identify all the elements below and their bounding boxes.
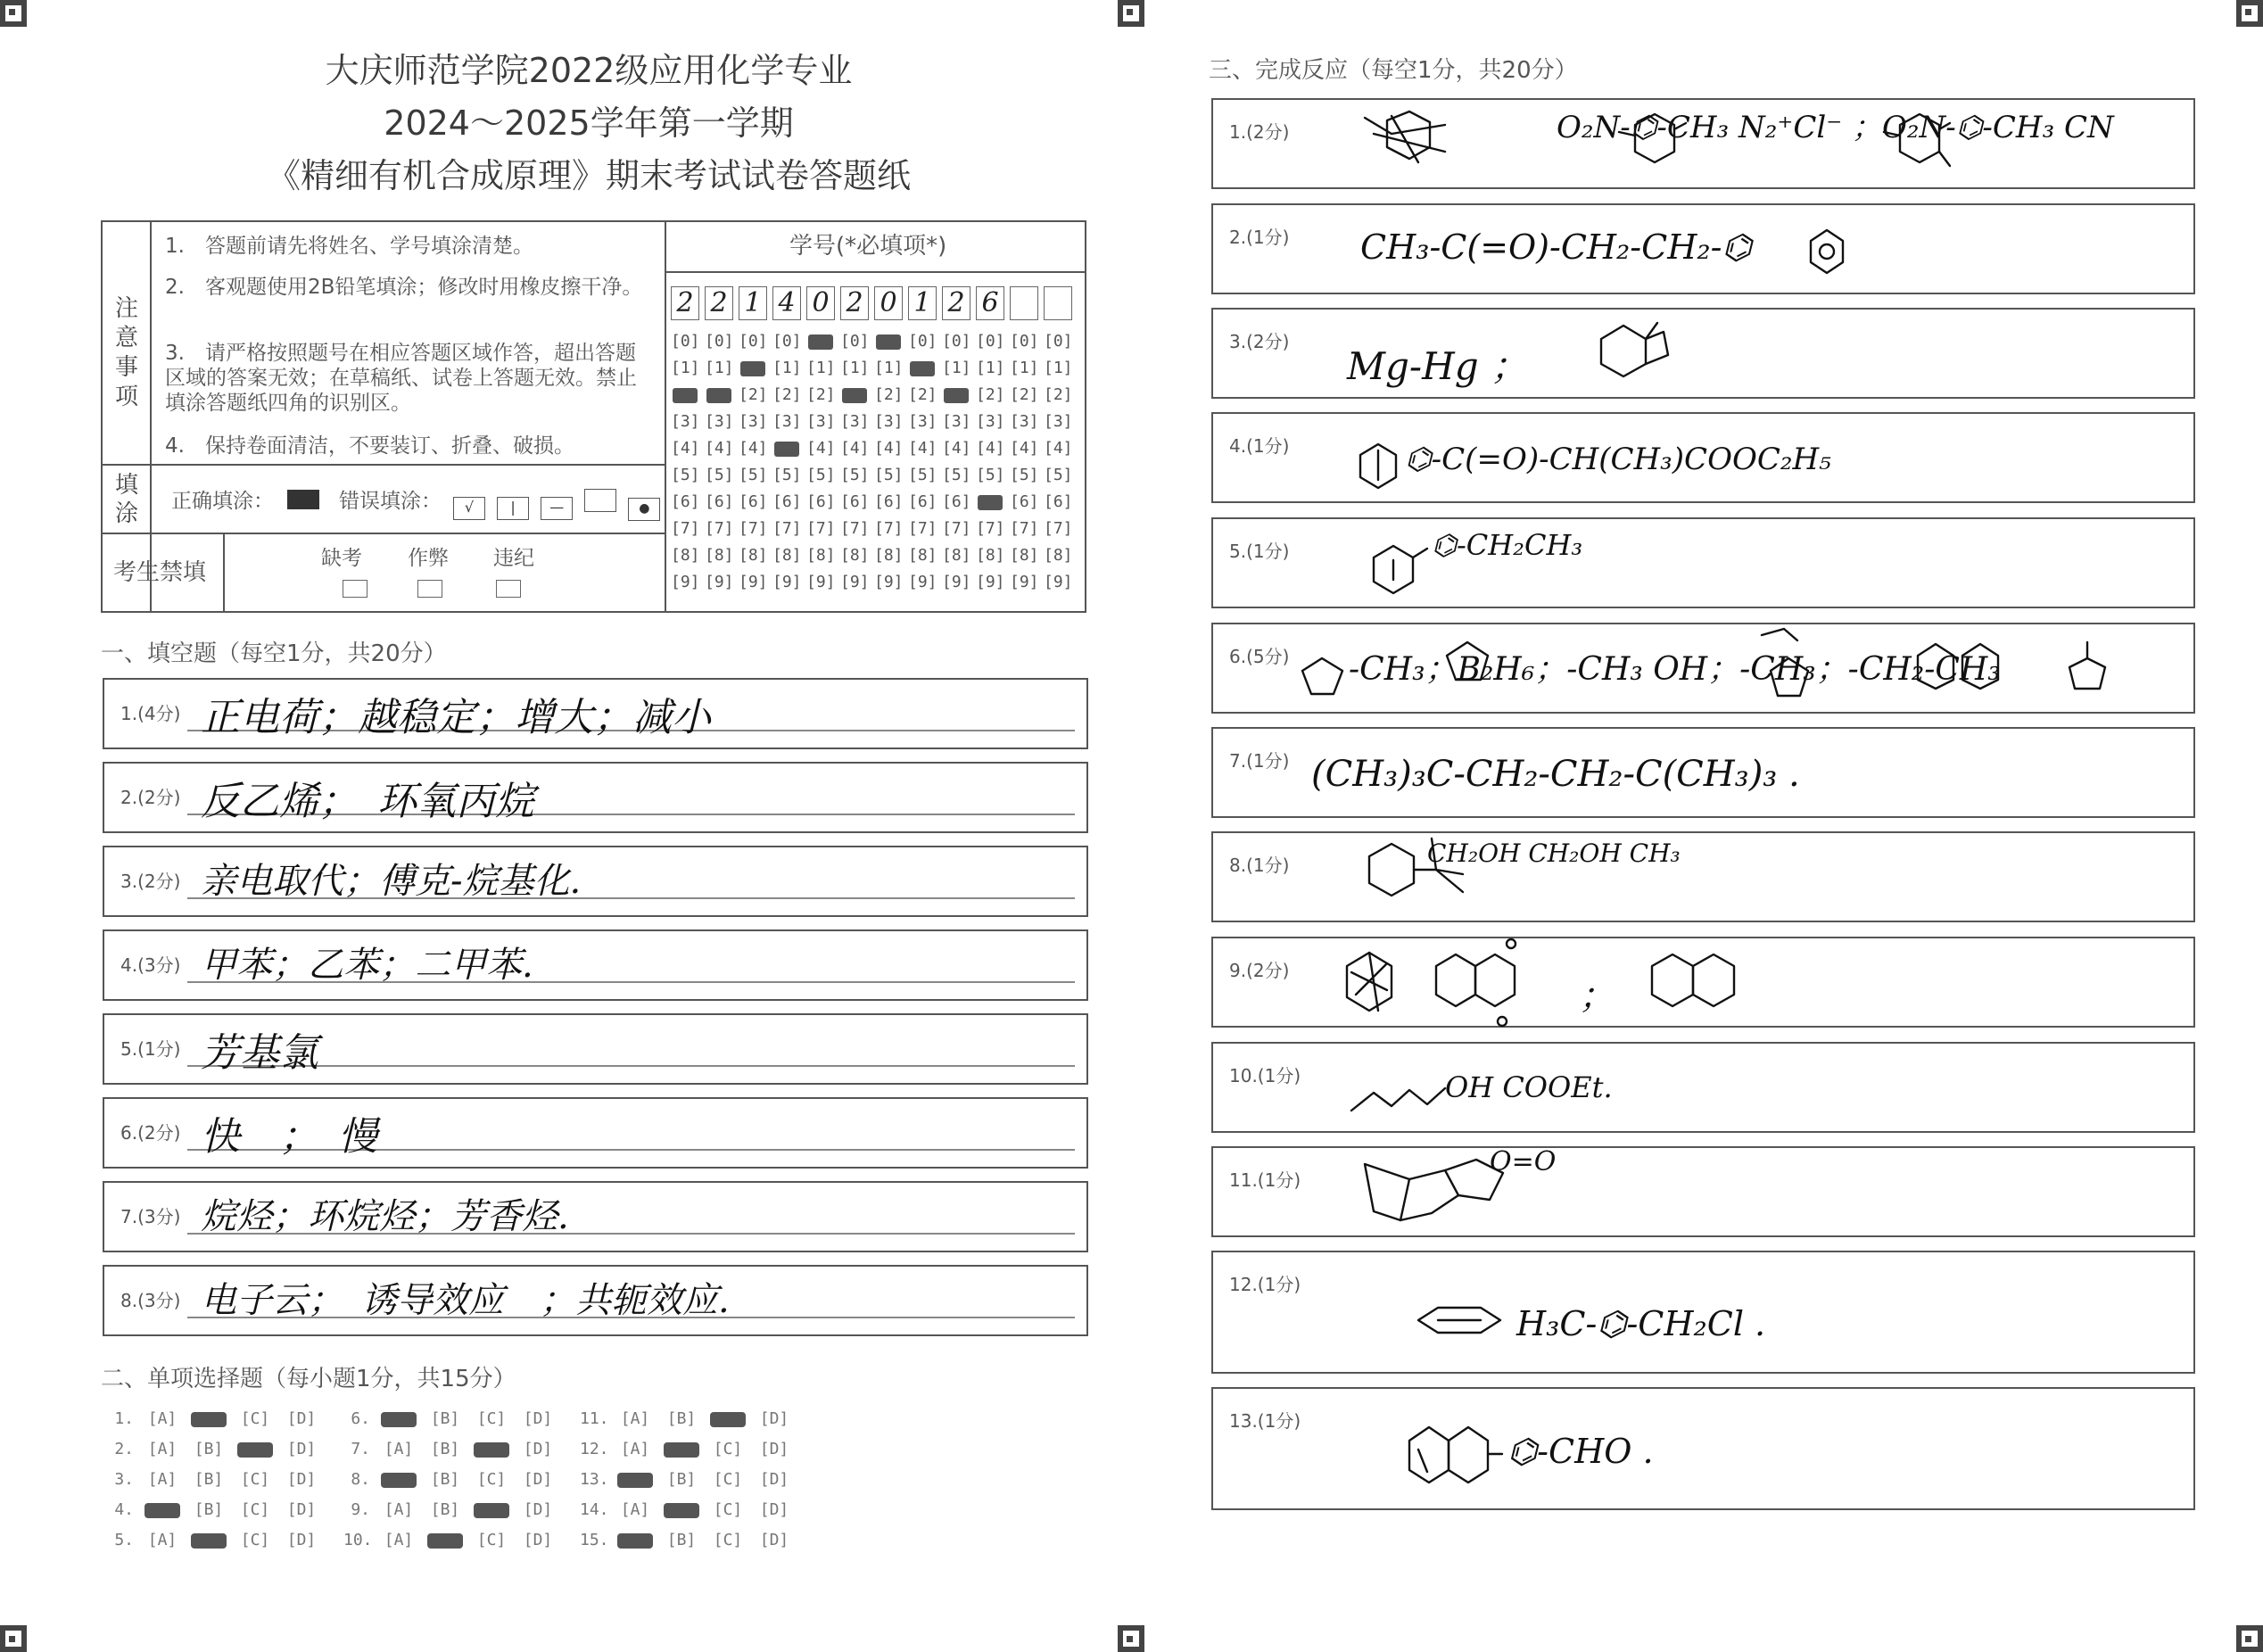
section1-question-label: 7.(3分)	[120, 1206, 181, 1227]
section3-handwritten-answer: OH COOEt.	[1445, 1070, 1613, 1104]
section1-handwritten-answer: 亲电取代；傅克-烷基化.	[201, 861, 582, 902]
student-id-bubble[interactable]: [6]	[772, 492, 802, 511]
student-id-bubble[interactable]: [8]	[908, 546, 937, 565]
student-id-bubble[interactable]: [8]	[840, 546, 870, 565]
choice-option-bubble[interactable]: [A]	[384, 1440, 414, 1458]
student-id-bubble[interactable]: [7]	[1010, 519, 1039, 538]
status-absent-label: 缺考	[321, 547, 362, 570]
notice-item-1: 1. 答题前请先将姓名、学号填涂清楚。	[165, 235, 533, 258]
student-id-bubble[interactable]: [9]	[1044, 573, 1073, 591]
choice-option-bubble[interactable]: [D]	[523, 1500, 553, 1519]
choice-option-bubble[interactable]: [D]	[523, 1409, 553, 1428]
student-id-bubble[interactable]: [3]	[671, 412, 700, 431]
student-id-bubble[interactable]: [2]	[874, 385, 904, 404]
choice-question-number: 5.	[114, 1531, 134, 1549]
section3-handwritten-answer: O₂N-⌬-CH₃ N₂⁺Cl⁻ ；O₂N-⌬-CH₃ CN	[1557, 110, 2114, 145]
student-id-bubble[interactable]: [5]	[1010, 466, 1039, 484]
student-id-bubble[interactable]: [6]	[1044, 492, 1073, 511]
choice-option-bubble[interactable]: [C]	[240, 1531, 270, 1549]
student-id-bubble[interactable]: [9]	[772, 573, 802, 591]
title-line-2: 2024～2025学年第一学期	[384, 103, 794, 143]
choice-option-bubble[interactable]: [B]	[194, 1500, 224, 1519]
choice-question-number: 9.	[351, 1500, 370, 1519]
student-id-bubble[interactable]: [0]	[705, 332, 734, 351]
section1-handwritten-answer: 甲苯；乙苯；二甲苯.	[201, 945, 533, 986]
title-line-3: 《精细有机合成原理》期末考试试卷答题纸	[266, 156, 911, 195]
student-id-bubble[interactable]: [7]	[739, 519, 768, 538]
section3-handwritten-answer: ⌬-C(=O)-CH(CH₃)COOC₂H₅	[1405, 442, 1831, 477]
section3-handwritten-answer: ⌬-CH₂CH₃	[1432, 528, 1583, 562]
notice-item-2: 2. 客观题使用2B铅笔填涂；修改时用橡皮擦干净。	[165, 276, 643, 299]
section1-handwritten-answer: 反乙烯； 环氧丙烷	[201, 779, 534, 824]
student-id-bubble[interactable]: [1]	[705, 359, 734, 377]
choice-option-bubble[interactable]: [B]	[430, 1440, 460, 1458]
student-id-bubble[interactable]: [8]	[739, 546, 768, 565]
student-id-bubble[interactable]: [4]	[739, 439, 768, 458]
section1-question-label: 2.(2分)	[120, 787, 181, 808]
choice-option-bubble[interactable]: [A]	[147, 1470, 178, 1489]
student-id-bubble[interactable]: [4]	[1010, 439, 1039, 458]
student-id-bubble[interactable]: [1]	[806, 359, 836, 377]
section3-question-label: 6.(5分)	[1229, 646, 1290, 667]
student-id-bubble[interactable]: [3]	[1010, 412, 1039, 431]
student-id-bubble[interactable]: [9]	[908, 573, 937, 591]
section1-handwritten-answer: 正电荷；越稳定；增大；减小	[201, 695, 711, 740]
student-id-bubble[interactable]: [7]	[772, 519, 802, 538]
section1-question-label: 6.(2分)	[120, 1122, 181, 1144]
fill-correct-label: 正确填涂：	[171, 490, 274, 513]
student-id-digit-box[interactable]: 0	[874, 286, 903, 320]
choice-question-number: 15.	[580, 1531, 609, 1549]
student-id-digit-box[interactable]: 1	[908, 286, 937, 320]
student-id-digit-box[interactable]: 1	[739, 286, 767, 320]
choice-option-bubble[interactable]: [B]	[194, 1440, 224, 1458]
student-id-bubble[interactable]: [5]	[942, 466, 971, 484]
section3-title: 三、完成反应（每空1分，共20分）	[1209, 57, 1578, 84]
student-id-bubble[interactable]: [1]	[840, 359, 870, 377]
choice-option-bubble[interactable]: [D]	[286, 1409, 317, 1428]
student-id-bubble[interactable]: [9]	[942, 573, 971, 591]
student-id-bubble[interactable]: [2]	[772, 385, 802, 404]
choice-question-number: 12.	[580, 1440, 609, 1458]
student-id-bubble[interactable]: [0]	[772, 332, 802, 351]
section3-handwritten-answer: Mg-Hg ；	[1347, 344, 1528, 388]
student-id-digit-box[interactable]: 0	[806, 286, 835, 320]
choice-option-bubble[interactable]: [A]	[147, 1531, 178, 1549]
student-id-bubble[interactable]: [2]	[1044, 385, 1073, 404]
student-id-bubble[interactable]: [2]	[976, 385, 1005, 404]
student-id-bubble[interactable]: [1]	[942, 359, 971, 377]
student-id-bubble[interactable]: [5]	[772, 466, 802, 484]
choice-option-bubble[interactable]: [A]	[384, 1500, 414, 1519]
choice-option-bubble[interactable]: [C]	[713, 1531, 743, 1549]
section1-title: 一、填空题（每空1分，共20分）	[101, 640, 447, 667]
section3-handwritten-answer: O=O	[1490, 1146, 1557, 1177]
choice-option-bubble[interactable]: [C]	[713, 1440, 743, 1458]
student-id-bubble[interactable]: [8]	[976, 546, 1005, 565]
section3-handwritten-answer: H₃C-⌬-CH₂Cl .	[1516, 1304, 1766, 1343]
section3-question-label: 11.(1分)	[1229, 1169, 1301, 1191]
section3-question-label: 1.(2分)	[1229, 121, 1290, 143]
choice-option-bubble[interactable]: [D]	[286, 1470, 317, 1489]
section3-question-label: 10.(1分)	[1229, 1065, 1301, 1086]
section1-question-label: 1.(4分)	[120, 703, 181, 724]
student-id-bubble[interactable]: [9]	[705, 573, 734, 591]
student-id-bubble[interactable]: [7]	[705, 519, 734, 538]
choice-option-bubble[interactable]: [D]	[523, 1531, 553, 1549]
status-violation-label: 违纪	[493, 547, 534, 570]
section3-handwritten-answer: ；	[1579, 976, 1615, 1017]
student-id-bubble[interactable]: [8]	[1044, 546, 1073, 565]
student-id-bubble[interactable]: [0]	[976, 332, 1005, 351]
student-id-bubble[interactable]: [6]	[806, 492, 836, 511]
choice-option-bubble[interactable]: [B]	[430, 1470, 460, 1489]
choice-option-bubble[interactable]: [D]	[759, 1470, 789, 1489]
student-id-bubble[interactable]: [9]	[806, 573, 836, 591]
section1-handwritten-answer: 烷烃；环烷烃；芳香烃.	[201, 1196, 569, 1237]
section1-handwritten-answer: 电子云； 诱导效应 ；共轭效应.	[201, 1280, 730, 1321]
student-id-bubble[interactable]: [3]	[840, 412, 870, 431]
student-id-bubble[interactable]: [5]	[840, 466, 870, 484]
section1-handwritten-answer: 快 ； 慢	[201, 1114, 377, 1160]
status-cheat-label: 作弊	[408, 547, 449, 570]
student-id-bubble[interactable]: [3]	[772, 412, 802, 431]
student-id-bubble[interactable]: [6]	[705, 492, 734, 511]
student-id-bubble[interactable]: [4]	[942, 439, 971, 458]
choice-option-bubble[interactable]: [D]	[523, 1470, 553, 1489]
student-id-bubble[interactable]: [2]	[739, 385, 768, 404]
fill-label: 填涂	[114, 472, 138, 527]
student-id-bubble[interactable]: [2]	[806, 385, 836, 404]
section3-question-label: 7.(1分)	[1229, 750, 1290, 772]
choice-question-number: 11.	[580, 1409, 609, 1428]
student-id-bubble[interactable]: [9]	[739, 573, 768, 591]
choice-question-number: 7.	[351, 1440, 370, 1458]
choice-option-bubble[interactable]: [B]	[430, 1409, 460, 1428]
student-id-bubble[interactable]: [0]	[671, 332, 700, 351]
exam-status-label: 考生禁填	[113, 559, 207, 586]
student-id-bubble[interactable]: [1]	[976, 359, 1005, 377]
notice-label: 注意事项	[114, 295, 138, 410]
student-id-bubble[interactable]: [5]	[1044, 466, 1073, 484]
section3-handwritten-answer: CH₂OH CH₂OH CH₃	[1427, 838, 1681, 868]
student-id-bubble[interactable]: [8]	[874, 546, 904, 565]
student-id-bubble[interactable]: [0]	[1010, 332, 1039, 351]
student-id-bubble[interactable]: [4]	[806, 439, 836, 458]
choice-option-bubble[interactable]: [A]	[620, 1440, 650, 1458]
student-id-digit-box[interactable]: 2	[671, 286, 699, 320]
section1-question-label: 8.(3分)	[120, 1290, 181, 1311]
student-id-bubble[interactable]: [4]	[705, 439, 734, 458]
choice-option-bubble[interactable]: [D]	[286, 1440, 317, 1458]
section3-question-label: 3.(2分)	[1229, 331, 1290, 352]
section3-question-label: 12.(1分)	[1229, 1274, 1301, 1295]
student-id-bubble[interactable]: [7]	[840, 519, 870, 538]
student-id-bubble[interactable]: [7]	[942, 519, 971, 538]
section2-title: 二、单项选择题（每小题1分，共15分）	[101, 1366, 516, 1392]
student-id-bubble[interactable]: [8]	[942, 546, 971, 565]
student-id-bubble[interactable]: [4]	[874, 439, 904, 458]
choice-option-bubble[interactable]: [A]	[147, 1409, 178, 1428]
choice-option-bubble[interactable]: [D]	[759, 1531, 789, 1549]
section1-question-label: 4.(3分)	[120, 954, 181, 976]
section1-question-label: 3.(2分)	[120, 871, 181, 892]
section3-question-label: 5.(1分)	[1229, 541, 1290, 562]
choice-option-bubble[interactable]: [D]	[759, 1500, 789, 1519]
student-id-bubble[interactable]: [0]	[840, 332, 870, 351]
student-id-bubble[interactable]: [4]	[671, 439, 700, 458]
notice-item-3: 3. 请严格按照题号在相应答题区域作答，超出答题区域的答案无效；在草稿纸、试卷上答题无效。禁止填涂答题纸四角的识别区。	[165, 342, 637, 415]
student-id-bubble[interactable]: [3]	[942, 412, 971, 431]
student-id-bubble[interactable]: [2]	[1010, 385, 1039, 404]
choice-option-bubble[interactable]: [D]	[286, 1500, 317, 1519]
choice-question-number: 10.	[343, 1531, 373, 1549]
section3-handwritten-answer: CH₃-C(=O)-CH₂-CH₂-⌬	[1360, 227, 1752, 267]
fill-wrong-samples: √ | — ●	[453, 489, 660, 521]
section3-handwritten-answer: -CH₃；B₂H₆；-CH₃ OH；-CH₃；-CH₂-CH₃	[1349, 651, 2001, 688]
student-id-bubble[interactable]: [6]	[942, 492, 971, 511]
student-id-bubble[interactable]: [4]	[908, 439, 937, 458]
student-id-bubble[interactable]: [3]	[739, 412, 768, 431]
student-id-bubble[interactable]: [5]	[908, 466, 937, 484]
student-id-bubble[interactable]: [1]	[1010, 359, 1039, 377]
student-id-bubble[interactable]: [5]	[705, 466, 734, 484]
student-id-digit-box[interactable]: 2	[942, 286, 970, 320]
choice-option-bubble[interactable]: [B]	[666, 1470, 697, 1489]
choice-option-bubble[interactable]: [C]	[240, 1409, 270, 1428]
choice-option-bubble[interactable]: [D]	[759, 1440, 789, 1458]
student-id-bubble[interactable]: [3]	[908, 412, 937, 431]
student-id-digit-box[interactable]: 4	[772, 286, 801, 320]
choice-option-bubble[interactable]: [C]	[476, 1470, 507, 1489]
section3-question-label: 13.(1分)	[1229, 1410, 1301, 1432]
student-id-bubble[interactable]: [6]	[739, 492, 768, 511]
student-id-bubble[interactable]: [4]	[976, 439, 1005, 458]
choice-question-number: 6.	[351, 1409, 370, 1428]
choice-option-bubble[interactable]: [C]	[713, 1470, 743, 1489]
student-id-bubble[interactable]: [5]	[739, 466, 768, 484]
section3-question-label: 8.(1分)	[1229, 855, 1290, 876]
student-id-bubble[interactable]: [6]	[1010, 492, 1039, 511]
student-id-bubble[interactable]: [6]	[908, 492, 937, 511]
student-id-bubble[interactable]: [7]	[1044, 519, 1073, 538]
student-id-bubble[interactable]: [0]	[908, 332, 937, 351]
choice-option-bubble[interactable]: [A]	[620, 1500, 650, 1519]
choice-option-bubble[interactable]: [B]	[194, 1470, 224, 1489]
student-id-bubble[interactable]: [1]	[1044, 359, 1073, 377]
choice-option-bubble[interactable]: [C]	[476, 1409, 507, 1428]
choice-option-bubble[interactable]: [A]	[384, 1531, 414, 1549]
student-id-bubble[interactable]: [7]	[671, 519, 700, 538]
choice-question-number: 8.	[351, 1470, 370, 1489]
student-id-bubble[interactable]: [1]	[772, 359, 802, 377]
student-id-bubble[interactable]: [0]	[739, 332, 768, 351]
student-id-bubble[interactable]: [7]	[806, 519, 836, 538]
student-id-bubble[interactable]: [5]	[976, 466, 1005, 484]
student-id-bubble[interactable]: [2]	[908, 385, 937, 404]
student-id-bubble[interactable]: [3]	[874, 412, 904, 431]
student-id-bubble[interactable]: [5]	[806, 466, 836, 484]
fill-wrong-label: 错误填涂：	[339, 490, 442, 513]
section1-handwritten-answer: 芳基氯	[201, 1030, 318, 1076]
choice-question-number: 3.	[114, 1470, 134, 1489]
student-id-bubble[interactable]: [6]	[671, 492, 700, 511]
student-id-bubble[interactable]: [6]	[840, 492, 870, 511]
choice-option-bubble[interactable]: [B]	[430, 1500, 460, 1519]
student-id-bubble[interactable]: [3]	[976, 412, 1005, 431]
choice-option-bubble[interactable]: [B]	[666, 1409, 697, 1428]
student-id-bubble[interactable]: [8]	[1010, 546, 1039, 565]
student-id-bubble[interactable]: [3]	[1044, 412, 1073, 431]
choice-option-bubble[interactable]: [D]	[286, 1531, 317, 1549]
notice-item-4: 4. 保持卷面清洁，不要装订、折叠、破损。	[165, 434, 574, 458]
section1-question-label: 5.(1分)	[120, 1038, 181, 1060]
choice-option-bubble[interactable]: [A]	[147, 1440, 178, 1458]
choice-option-bubble[interactable]: [C]	[713, 1500, 743, 1519]
choice-question-number: 1.	[114, 1409, 134, 1428]
choice-option-bubble[interactable]: [D]	[523, 1440, 553, 1458]
student-id-bubble[interactable]: [3]	[806, 412, 836, 431]
student-id-bubble[interactable]: [1]	[874, 359, 904, 377]
student-id-bubble[interactable]: [9]	[976, 573, 1005, 591]
student-id-bubble[interactable]: [4]	[1044, 439, 1073, 458]
choice-question-number: 4.	[114, 1500, 134, 1519]
choice-option-bubble[interactable]: [C]	[476, 1531, 507, 1549]
section3-question-label: 9.(2分)	[1229, 960, 1290, 981]
student-id-bubble[interactable]: [5]	[874, 466, 904, 484]
choice-option-bubble[interactable]: [A]	[620, 1409, 650, 1428]
title-line-1: 大庆师范学院2022级应用化学专业	[325, 51, 853, 90]
student-id-bubble[interactable]: [7]	[976, 519, 1005, 538]
choice-option-bubble[interactable]: [B]	[666, 1531, 697, 1549]
choice-option-bubble[interactable]: [C]	[240, 1470, 270, 1489]
student-id-bubble[interactable]: [4]	[840, 439, 870, 458]
student-id-bubble[interactable]: [9]	[1010, 573, 1039, 591]
student-id-bubble[interactable]: [7]	[874, 519, 904, 538]
student-id-bubble[interactable]: [9]	[874, 573, 904, 591]
choice-question-number: 2.	[114, 1440, 134, 1458]
choice-question-number: 14.	[580, 1500, 609, 1519]
student-id-bubble[interactable]: [8]	[806, 546, 836, 565]
student-id-bubble[interactable]: [8]	[705, 546, 734, 565]
section3-handwritten-answer: ⌬-CHO .	[1507, 1432, 1654, 1471]
student-id-digit-box[interactable]: 2	[705, 286, 733, 320]
student-id-digit-box[interactable]: 6	[976, 286, 1004, 320]
student-id-bubble[interactable]: [5]	[671, 466, 700, 484]
student-id-bubble[interactable]: [8]	[772, 546, 802, 565]
choice-option-bubble[interactable]: [C]	[240, 1500, 270, 1519]
section3-question-label: 2.(1分)	[1229, 227, 1290, 248]
student-id-digit-box[interactable]: 2	[840, 286, 869, 320]
choice-option-bubble[interactable]: [D]	[759, 1409, 789, 1428]
student-id-bubble[interactable]: [0]	[1044, 332, 1073, 351]
student-id-bubble[interactable]: [1]	[671, 359, 700, 377]
student-id-bubble[interactable]: [9]	[671, 573, 700, 591]
section3-question-label: 4.(1分)	[1229, 435, 1290, 457]
section3-handwritten-answer: (CH₃)₃C-CH₂-CH₂-C(CH₃)₃ .	[1311, 754, 1800, 795]
student-id-bubble[interactable]: [6]	[874, 492, 904, 511]
student-id-bubble[interactable]: [0]	[942, 332, 971, 351]
choice-question-number: 13.	[580, 1470, 609, 1489]
student-id-bubble[interactable]: [9]	[840, 573, 870, 591]
student-id-bubble[interactable]: [3]	[705, 412, 734, 431]
student-id-title: 学号(*必填项*)	[789, 233, 947, 260]
student-id-bubble[interactable]: [8]	[671, 546, 700, 565]
student-id-bubble[interactable]: [7]	[908, 519, 937, 538]
